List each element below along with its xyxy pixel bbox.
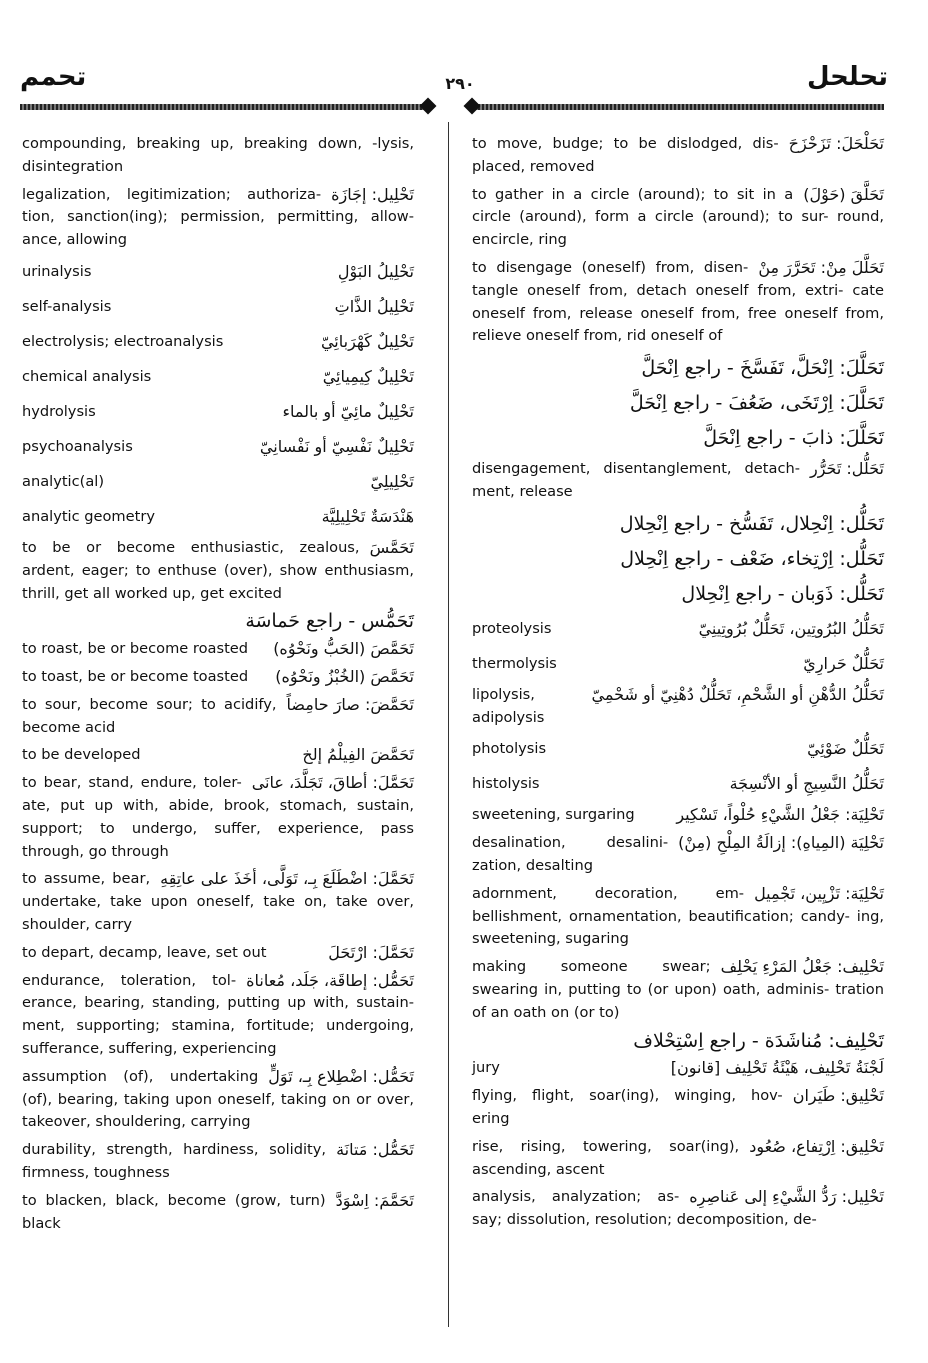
arabic-headword: تَحَمَّصَ (الخُبْزُ ونَحْوُه) — [275, 666, 414, 686]
english-definition: photolysis — [472, 740, 547, 758]
dictionary-entry — [22, 1190, 414, 1236]
english-definition: lipolysis, adipolysis — [472, 685, 545, 726]
header-rule-left — [20, 100, 430, 114]
dictionary-entry — [472, 804, 884, 827]
english-definition: chemical analysis — [22, 367, 152, 385]
dictionary-entry — [22, 694, 414, 740]
dictionary-entry — [22, 610, 414, 633]
arabic-headword: تَحَمَّضَ الفِيلْمُ إلخ — [302, 745, 414, 765]
arabic-headword: تَحَمَّمَ: اِسْوَدَّ — [335, 1190, 414, 1210]
arabic-headword: تَحَمَّسَ — [369, 537, 414, 557]
dictionary-entry — [22, 432, 414, 462]
dictionary-entry — [472, 832, 884, 878]
arabic-headword: تَحَلُّلٌ حَرارِيّ — [803, 653, 884, 673]
dictionary-entry — [22, 942, 414, 965]
guide-word-right: تحلحل — [806, 62, 888, 92]
dictionary-entry — [22, 502, 414, 532]
english-definition: jury — [472, 1059, 500, 1077]
arabic-headword: تَحَمُّل: إطاقَة، جَلَد، مُعاناة — [246, 970, 414, 990]
dictionary-entry — [472, 184, 884, 252]
english-definition: hydrolysis — [22, 402, 96, 420]
english-definition: desalination, desalini- zation, desalting — [472, 834, 669, 874]
dictionary-entry — [472, 579, 884, 609]
english-definition: to assume, bear, undertake, take upon oneself, take on, take over, shoulder, carry — [22, 870, 414, 933]
english-definition: adornment, decoration, em- bellishment, ornamentation, beautification; candy- ing, sweetening, sugaring — [472, 884, 884, 948]
arabic-headword: تَحْلِيق: طَيَران — [792, 1086, 884, 1106]
english-definition: thermolysis — [472, 654, 557, 672]
arabic-headword: لَجْنَةُ تَحْلِيف، هَيْئَةُ تَحْلِيف [قانون] — [670, 1058, 884, 1078]
english-definition: rise, rising, towering, soar(ing), ascending, ascent — [472, 1137, 740, 1178]
arabic-headword: تَحَمُّس - راجع حَماسَة — [245, 610, 414, 633]
english-definition: electrolysis; electroanalysis — [22, 332, 224, 350]
arabic-headword: تَحْلِيلٌ كِيمِيائِيّ — [322, 366, 414, 386]
english-definition: psychoanalysis — [22, 437, 133, 455]
english-definition: compounding, breaking up, breaking down, -lysis, disintegration — [22, 135, 414, 175]
dictionary-entry — [472, 388, 884, 418]
english-definition: to be or become enthusiastic, zealous, ardent, eager; to enthuse (over), show enthusiasm, thrill, get all worked up, get excited — [22, 538, 414, 602]
arabic-headword: تَحْلِيلُ الذَّاتِ — [334, 296, 414, 316]
arabic-headword: تَحَمَّلَ: ارْتَحَلَ — [328, 942, 414, 962]
arabic-headword: تَحْلِيلُ البَوْلِ — [337, 261, 414, 281]
arabic-headword: تَحَلُّل: اِرْتِخاء، ضَعْف - راجع اِنْحِلال — [620, 547, 884, 570]
dictionary-entry — [22, 537, 414, 605]
arabic-headword: تَحَلَّلَ: ذابَ - راجع اِنْحَلَّ — [703, 427, 884, 450]
dictionary-entry — [22, 362, 414, 392]
arabic-headword: تَحَمَّلَ: أطاقَ، تَجَلَّدَ، عانَى — [251, 773, 414, 793]
page-number: ٢٩٠ — [445, 74, 475, 93]
arabic-headword: تَحَمُّل: اضْطِلاع بِـ، تَوَلٍّ — [268, 1066, 414, 1086]
dictionary-entry — [472, 353, 884, 383]
dictionary-entry — [472, 458, 884, 504]
english-definition: analytic(al) — [22, 472, 105, 490]
arabic-headword: تَحْلِيف: جَعْلُ المَرْءِ يَحْلِف — [720, 957, 884, 977]
english-definition: sweetening, surgaring — [472, 806, 635, 824]
dictionary-entry — [472, 423, 884, 453]
arabic-headword: تَحَمَّضَ: صارَ حامِضاً — [286, 694, 414, 714]
dictionary-entry — [22, 292, 414, 322]
dictionary-entry — [472, 1136, 884, 1182]
dictionary-entry — [472, 769, 884, 799]
guide-word-left: تحمم — [20, 62, 87, 92]
dictionary-entry — [472, 257, 884, 348]
left-column — [22, 133, 414, 1240]
dictionary-entry — [472, 133, 884, 179]
arabic-headword: تَحَلَّلَ: اِرْتَخَى، ضَعُفَ - راجع اِنْحَلَّ — [629, 392, 884, 415]
dictionary-entry — [472, 1186, 884, 1232]
arabic-headword: تَحْلِيلٌ كَهْرَبائِيّ — [320, 331, 414, 351]
arabic-headword: تَحَمَّلَ: اضْطَلَعَ بِـ، تَوَلَّى، أخَذَ على عاتِقِهِ — [160, 869, 414, 889]
dictionary-entry — [22, 397, 414, 427]
arabic-headword: تَحَلُّلُ النَّسِيجِ أو الأنْسِجَة — [729, 774, 884, 794]
dictionary-entry — [472, 956, 884, 1024]
english-definition: making someone swear; swearing in, putting to (or upon) oath, adminis- tration of an oath on (or to) — [472, 958, 884, 1021]
english-definition: to bear, stand, endure, toler- ate, put up with, abide, brook, stomach, sustain, support; to undergo, suffer, experience, pass through, go through — [22, 774, 414, 860]
dictionary-entry — [472, 684, 884, 730]
english-definition: histolysis — [472, 775, 540, 793]
dictionary-entry — [22, 1066, 414, 1134]
english-definition: durability, strength, hardiness, solidity, firmness, toughness — [22, 1141, 327, 1181]
right-column — [472, 133, 884, 1237]
dictionary-entry — [22, 744, 414, 767]
arabic-headword: تَحْلِيلِيّ — [370, 471, 414, 491]
dictionary-entry — [22, 327, 414, 357]
dictionary-entry — [472, 614, 884, 644]
english-definition: proteolysis — [472, 619, 552, 637]
english-definition: legalization, legitimization; authoriza- tion, sanction(ing); permission, permitting, allow- ance, allowing — [22, 185, 414, 249]
english-definition: analytic geometry — [22, 507, 155, 525]
english-definition: disengagement, disentanglement, detach- ment, release — [472, 460, 800, 500]
dictionary-entry — [472, 734, 884, 764]
arabic-headword: تَحَلَّلَ مِنْ: تَحَرَّرَ مِنْ — [758, 257, 884, 277]
arabic-headword: تَحْلِيَة: جَعْلُ الشَّيْءِ حُلْواً، تَسْكِير — [676, 805, 884, 825]
english-definition: flying, flight, soar(ing), winging, hov- ering — [472, 1087, 783, 1127]
english-definition: assumption (of), undertaking (of), bearing, taking upon oneself, taking on or over, takeover, shouldering, carrying — [22, 1067, 414, 1131]
arabic-headword: تَحَلُّل: ذَوَبان - راجع اِنْحِلال — [681, 582, 884, 605]
arabic-headword: تَحْلِيق: اِرْتِفاع، صُعُود — [749, 1136, 884, 1156]
arabic-headword: تَحَلُّلُ البُرُوتِين، تَحَلُّلٌ بُرُوتِينِيّ — [698, 618, 884, 638]
arabic-headword: تَحْلِيَة (المِياهِ): إزالَةُ المِلْحِ (مِنْ) — [678, 833, 884, 853]
dictionary-entry — [472, 1057, 884, 1080]
dictionary-entry — [472, 883, 884, 951]
arabic-headword: تَحْلِيَة: تَزْيِين، تَجْمِيل — [754, 883, 884, 903]
english-definition: to move, budge; to be dislodged, dis- placed, removed — [472, 135, 779, 175]
arabic-headword: تَحْلِيلٌ نَفْسِيّ أو نَفْسانِيّ — [259, 436, 414, 456]
arabic-headword: تَحَلْحَلَ: تَزَحْزَحَ — [788, 134, 884, 153]
diamond-ornament-icon — [464, 98, 481, 115]
dictionary-entry — [472, 1030, 884, 1053]
dictionary-entry — [22, 184, 414, 252]
english-definition: to depart, decamp, leave, set out — [22, 943, 267, 961]
english-definition: to blacken, black, become (grow, turn) black — [22, 1191, 326, 1232]
dictionary-entry — [472, 544, 884, 574]
english-definition: to disengage (oneself) from, disen- tangle oneself from, detach oneself from, extri- cate oneself from, release oneself from, free oneself from, relieve oneself from, rid oneself of — [472, 258, 884, 345]
dictionary-entry — [472, 649, 884, 679]
english-definition: self-analysis — [22, 297, 112, 315]
arabic-headword: تَحْلِيف: مُناشَدَة - راجع اِسْتِحْلاف — [633, 1029, 884, 1052]
arabic-headword: تَحْلِيل: رَدُّ الشَّيْءِ إلى عَناصِرِه — [689, 1187, 884, 1207]
dictionary-entry — [22, 1139, 414, 1185]
arabic-headword: تَحَلُّلُ الدُّهْنِ أو الشَّحْمِ، تَحَلُّلٌ دُهْنِيّ أو شَحْمِيّ — [591, 684, 884, 704]
arabic-headword: تَحَمُّل: مَتانَة — [336, 1140, 414, 1160]
dictionary-entry — [22, 970, 414, 1061]
arabic-headword: تَحْلِيلٌ مائِيّ أو بالماء — [282, 401, 414, 421]
diamond-ornament-icon — [420, 98, 437, 115]
arabic-headword: هَنْدَسَةٌ تَحْلِيلِيَّة — [321, 506, 414, 526]
english-definition: endurance, toleration, tol- erance, bearing, standing, putting up with, sustain- ment, supporting; stamina, fortitude; undergoing, sufferance, suffering, experiencing — [22, 971, 414, 1057]
arabic-headword: تَحَلُّل: اِنْحِلال، تَفَسُّخ - راجع اِنْحِلال — [619, 512, 884, 535]
dictionary-entry — [22, 257, 414, 287]
english-definition: to toast, be or become toasted — [22, 667, 249, 685]
arabic-headword: تَحَلَّلَ: اِنْحَلَّ، تَفَسَّخَ - راجع اِنْحَلَّ — [641, 357, 884, 380]
english-definition: analysis, analyzation; as- say; dissolution, resolution; decomposition, de- — [472, 1188, 817, 1229]
dictionary-entry — [22, 133, 414, 179]
arabic-headword: تَحَلَّقَ (حَوْلَ) — [803, 184, 884, 204]
arabic-headword: تَحَلُّل: تَحَرُّر — [809, 459, 884, 479]
header-rule-right — [470, 100, 884, 114]
english-definition: to sour, become sour; to acidify, become acid — [22, 695, 277, 736]
dictionary-entry — [472, 509, 884, 539]
arabic-headword: تَحَلُّلٌ ضَوْئِيّ — [807, 739, 884, 759]
dictionary-entry — [22, 666, 414, 689]
dictionary-entry — [22, 772, 414, 863]
dictionary-entry — [22, 868, 414, 936]
arabic-headword: تَحْلِيل: إجَازَة — [331, 184, 414, 204]
column-divider — [448, 122, 449, 1327]
dictionary-entry — [472, 1085, 884, 1131]
english-definition: urinalysis — [22, 262, 92, 280]
dictionary-entry — [22, 638, 414, 661]
english-definition: to roast, be or become roasted — [22, 640, 249, 658]
arabic-headword: تَحَمَّصَ (الحَبُّ ونَحْوُه) — [273, 639, 414, 659]
dictionary-entry — [22, 467, 414, 497]
english-definition: to gather in a circle (around); to sit in a circle (around), form a circle (around); to sur- round, encircle, ring — [472, 185, 884, 249]
english-definition: to be developed — [22, 746, 141, 764]
